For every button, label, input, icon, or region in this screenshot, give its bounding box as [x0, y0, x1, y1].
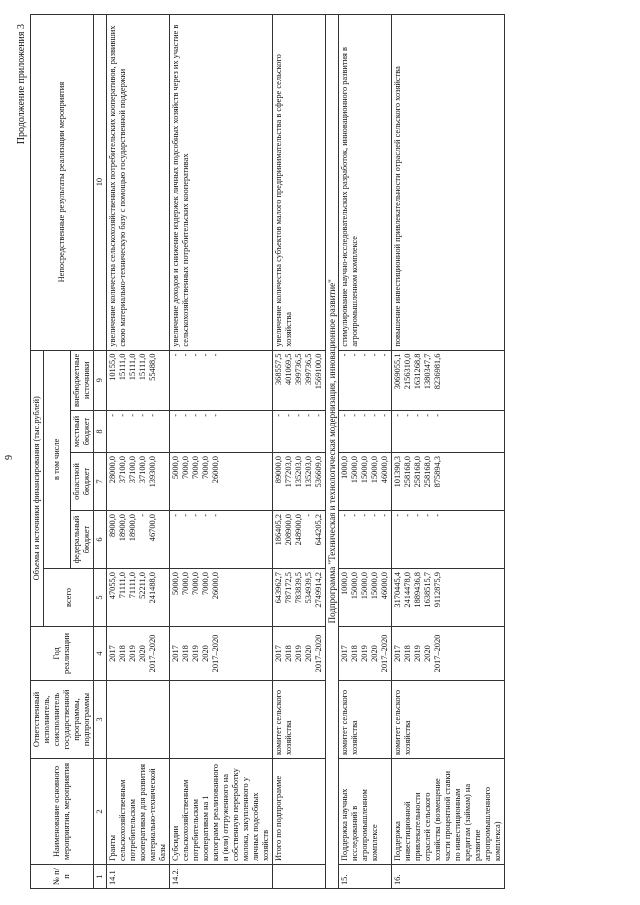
row-total: 643962,7 787172,5 783839,5 534939,5 2749914,2 [273, 569, 326, 627]
row-resp: комитет сельского хозяйства [392, 681, 505, 759]
row-name: Субсидии сельскохозяйственным потребительским кооперативам на 1 килограмм реализованного и (или) отгруженного на собственную переработку молока, закупленного у личных подсобных хозяйств [170, 759, 273, 865]
row-n: 16. [392, 865, 505, 889]
header-name: Наименование основного мероприятия, мероприятия [31, 759, 94, 865]
section-row [326, 14, 339, 888]
header-loc: местный бюджет [71, 411, 94, 453]
table-row [392, 14, 505, 888]
colnum: 1 [94, 865, 107, 889]
program-table [30, 14, 505, 889]
header-fed: федеральный бюджет [71, 511, 94, 569]
page-caption: Продолжение приложения 3 [16, 24, 27, 145]
row-total: 47055,0 71111,0 71111,0 52211,0 241488,0 [107, 569, 170, 627]
row-n: 14.1 [107, 865, 170, 889]
row-years: 2017 2018 2019 2020 2017–2020 [339, 627, 392, 681]
row-fed: 186405,2 208900,0 248900,0 - 644205,2 [273, 511, 326, 569]
table-row [339, 14, 392, 888]
row-loc: - - - - - [107, 411, 170, 453]
row-name: Поддержка инвестиционной привлекательности отраслей сельского хозяйства (возмещение части процентной ставки по инвестиционным кредитам (займам) на развитие агропромышленного комплекса) [392, 759, 505, 865]
header-total: всего [44, 569, 94, 627]
row-resp [107, 681, 170, 759]
colnum: 8 [94, 411, 107, 453]
row-reg: 1000,0 15000,0 15000,0 15000,0 46000,0 [339, 453, 392, 511]
colnum: 10 [94, 14, 107, 350]
header-n: № п/п [31, 865, 94, 889]
row-extra: 10155,0 15111,0 15111,0 15111,0 55488,0 [107, 350, 170, 410]
row-reg: 101390,3 258168,0 258168,0 258168,0 875894,3 [392, 453, 505, 511]
page-number: 9 [4, 455, 15, 460]
table-row [170, 14, 273, 888]
row-total: 3170445,4 2414478,0 1889436,8 1638515,7 9112875,9 [392, 569, 505, 627]
row-n: 15. [339, 865, 392, 889]
row-reg: 89000,0 177203,0 135203,0 135203,0 536609,0 [273, 453, 326, 511]
row-fed: 8900,0 18900,0 18900,0 - 46700,0 [107, 511, 170, 569]
row-n [273, 865, 326, 889]
row-fed: - - - - - [170, 511, 273, 569]
row-result: повышение инвестиционной привлекательности отраслей сельского хозяйства [392, 14, 505, 350]
row-name: Итого по подпрограмме [273, 759, 326, 865]
row-n: 14.2. [170, 865, 273, 889]
row-result: стимулирование научно-исследовательских разработок, инновационного развития в агропромышленном комплексе [339, 14, 392, 350]
header-resp: Ответственный исполнитель, соисполнитель государственной программы, подпрограммы [31, 681, 94, 759]
row-extra: - - - - - [339, 350, 392, 410]
colnum: 7 [94, 453, 107, 511]
row-resp: комитет сельского хозяйства [273, 681, 326, 759]
row-loc: - - - - - [273, 411, 326, 453]
table-row [273, 14, 326, 888]
colnum: 9 [94, 350, 107, 410]
row-fed: - - - - - [339, 511, 392, 569]
colnum: 4 [94, 627, 107, 681]
section-title: Подпрограмма "Техническая и технологическая модернизация, инновационное развитие" [326, 14, 339, 888]
table-row [107, 14, 170, 888]
row-reg: 28000,0 37100,0 37100,0 37100,0 139300,0 [107, 453, 170, 511]
row-name: Поддержка научных исследований в агропромышленном комплексе [339, 759, 392, 865]
row-resp: комитет сельского хозяйства [339, 681, 392, 759]
row-total: 1000,0 15000,0 15000,0 15000,0 46000,0 [339, 569, 392, 627]
row-reg: 5000,0 7000,0 7000,0 7000,0 26000,0 [170, 453, 273, 511]
row-years: 2017 2018 2019 2020 2017–2020 [392, 627, 505, 681]
row-result: увеличение количества сельскохозяйственных потребительских кооперативов, развивших свою материально-техническую базу с помощью государственной поддержки [107, 14, 170, 350]
row-name: Гранты сельскохозяйственным потребительским кооперативам для развития материально-технической базы [107, 759, 170, 865]
header-incl: в том числе [44, 350, 71, 568]
row-years: 2017 2018 2019 2020 2017–2020 [273, 627, 326, 681]
row-loc: - - - - - [170, 411, 273, 453]
row-result: увеличение количества субъектов малого предпринимательства в сфере сельского хозяйства [273, 14, 326, 350]
row-extra: - - - - - [170, 350, 273, 410]
header-volume: Объемы и источники финансирования (тыс.рублей) [31, 350, 44, 626]
row-result: увеличение доходов и снижение издержек личных подсобных хозяйств через их участие в сельскохозяйственных потребительских кооперативах [170, 14, 273, 350]
header-result: Непосредственные результаты реализации мероприятия [31, 14, 94, 350]
colnum: 3 [94, 681, 107, 759]
colnum: 6 [94, 511, 107, 569]
row-resp [170, 681, 273, 759]
row-years: 2017 2018 2019 2020 2017–2020 [107, 627, 170, 681]
header-extra: внебюджетные источники [71, 350, 94, 410]
colnum: 2 [94, 759, 107, 865]
row-fed: - - - - - [392, 511, 505, 569]
colnum: 5 [94, 569, 107, 627]
row-loc: - - - - - [392, 411, 505, 453]
row-extra: 368557,5 401069,5 399736,5 399736,5 1569100,0 [273, 350, 326, 410]
header-year: Год реализации [31, 627, 94, 681]
row-loc: - - - - - [339, 411, 392, 453]
row-extra: 3069055,1 2156310,0 1631268,8 1380347,7 8236981,6 [392, 350, 505, 410]
row-total: 5000,0 7000,0 7000,0 7000,0 26000,0 [170, 569, 273, 627]
header-reg: областной бюджет [71, 453, 94, 511]
row-years: 2017 2018 2019 2020 2017–2020 [170, 627, 273, 681]
